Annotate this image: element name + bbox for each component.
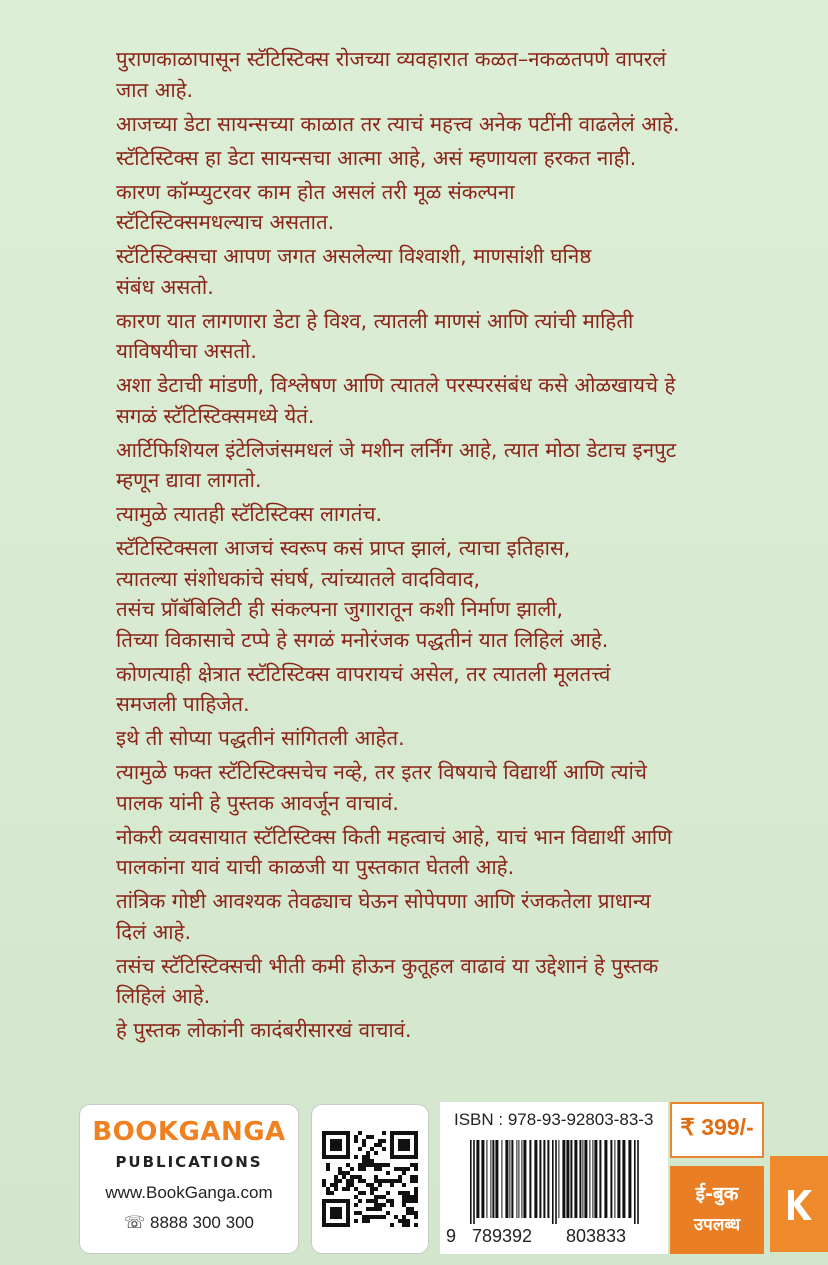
- blurb-line: त्यामुळे फक्त स्टॅटिस्टिक्सचेच नव्हे, तर इतर विषयाचे विद्यार्थी आणि त्यांचे: [116, 760, 647, 784]
- isbn-box: [440, 1102, 668, 1254]
- blurb-paragraph: [116, 306, 776, 367]
- phone-number: 8888 300 300: [149, 1213, 254, 1232]
- publisher-website[interactable]: www.BookGanga.com: [105, 1183, 273, 1202]
- price-value: ₹ 399/-: [680, 1114, 754, 1140]
- blurb-paragraph: [116, 499, 776, 530]
- blurb-paragraph: [116, 143, 776, 174]
- blurb-paragraph: [116, 757, 776, 818]
- blurb-paragraph: [116, 1015, 776, 1046]
- blurb-line: इथे ती सोप्या पद्धतीनं सांगितली आहेत.: [116, 726, 405, 750]
- blurb-line: अशा डेटाची मांडणी, विश्लेषण आणि त्यातले परस्परसंबंध कसे ओळखायचे हे: [116, 373, 676, 397]
- blurb-paragraph: [116, 109, 776, 140]
- spine-k-icon: [784, 1188, 814, 1222]
- blurb-line: स्टॅटिस्टिक्स हा डेटा सायन्सचा आत्मा आहे, असं म्हणायला हरकत नाही.: [116, 145, 637, 170]
- blurb-line: कारण यात लागणारा डेटा हे विश्व, त्यातली माणसं आणि त्यांची माहिती: [116, 308, 634, 333]
- blurb-paragraph: [116, 822, 776, 883]
- spine-logo-mark: [770, 1156, 828, 1252]
- blurb-line: जात आहे.: [116, 77, 194, 102]
- ebook-line1: ई-बुक: [695, 1183, 739, 1205]
- phone-icon: ☏: [124, 1213, 150, 1232]
- blurb-line: संबंध असतो.: [116, 274, 214, 299]
- cover-footer: [0, 1092, 828, 1265]
- blurb-line: स्टॅटिस्टिक्सचा आपण जगत असलेल्या विश्वाशी, माणसांशी घनिष्ठ: [116, 244, 592, 268]
- blurb-paragraph: [116, 533, 776, 655]
- blurb-paragraph: [116, 44, 776, 105]
- blurb-line: समजली पाहिजेत.: [116, 692, 250, 716]
- blurb-line: तसंच प्रॉबॅबिलिटी ही संकल्पना जुगारातून कशी निर्माण झाली,: [116, 597, 564, 621]
- publisher-phone: [80, 1213, 298, 1233]
- blurb-line: पालक यांनी हे पुस्तक आवर्जून वाचावं.: [116, 790, 399, 815]
- ebook-line2: उपलब्ध: [693, 1215, 741, 1235]
- blurb-line: याविषयीचा असतो.: [116, 339, 257, 363]
- blurb-line: तिच्या विकासाचे टप्पे हे सगळं मनोरंजक पद्धतीनं यात लिहिलं आहे.: [116, 627, 609, 652]
- blurb-text: [116, 44, 776, 1049]
- blurb-paragraph: [116, 886, 776, 947]
- qr-code-box: [312, 1105, 428, 1253]
- blurb-line: सगळं स्टॅटिस्टिक्समध्ये येतं.: [116, 403, 315, 428]
- blurb-paragraph: [116, 435, 776, 496]
- blurb-line: हे पुस्तक लोकांनी कादंबरीसारखं वाचावं.: [116, 1018, 412, 1042]
- blurb-paragraph: [116, 177, 776, 238]
- publisher-subtitle: PUBLICATIONS: [115, 1153, 263, 1171]
- blurb-line: स्टॅटिस्टिक्सला आजचं स्वरूप कसं प्राप्त झालं, त्याचा इतिहास,: [116, 536, 571, 560]
- barcode-digit-first: 9: [446, 1226, 457, 1246]
- blurb-paragraph: [116, 241, 776, 302]
- blurb-line: कोणत्याही क्षेत्रात स्टॅटिस्टिक्स वापरायचं असेल, तर त्यातली मूलतत्त्वं: [116, 661, 611, 686]
- blurb-paragraph: [116, 659, 776, 720]
- publisher-box: [80, 1105, 298, 1253]
- blurb-line: आर्टिफिशियल इंटेलिजंसमधलं जे मशीन लर्निंग आहे, त्यात मोठा डेटाच इनपुट: [116, 437, 677, 462]
- publisher-logo: BOOKGANGA: [92, 1117, 286, 1147]
- blurb-line: त्यातल्या संशोधकांचे संघर्ष, त्यांच्यातले वादविवाद,: [116, 566, 481, 591]
- blurb-line: आजच्या डेटा सायन्सच्या काळात तर त्याचं महत्त्व अनेक पटींनी वाढलेलं आहे.: [116, 111, 680, 136]
- blurb-line: पालकांना यावं याची काळजी या पुस्तकात घेतली आहे.: [116, 855, 515, 879]
- blurb-paragraph: [116, 370, 776, 431]
- blurb-line: कारण कॉम्प्युटरवर काम होत असलं तरी मूळ संकल्पना: [116, 179, 515, 204]
- blurb-line: लिहिलं आहे.: [116, 984, 211, 1008]
- blurb-line: म्हणून द्यावा लागतो.: [116, 468, 262, 492]
- blurb-line: स्टॅटिस्टिक्समधल्याच असतात.: [116, 210, 335, 234]
- barcode-digits-left: 789392: [472, 1226, 533, 1246]
- blurb-line: दिलं आहे.: [116, 919, 191, 944]
- qr-code[interactable]: [322, 1115, 418, 1243]
- blurb-line: त्यामुळे त्यातही स्टॅटिस्टिक्स लागतंच.: [116, 502, 382, 526]
- blurb-paragraph: [116, 723, 776, 754]
- ebook-badge: [670, 1166, 764, 1254]
- barcode: [454, 1140, 654, 1224]
- blurb-line: पुराणकाळापासून स्टॅटिस्टिक्स रोजच्या व्यवहारात कळत–नकळतपणे वापरलं: [116, 47, 667, 71]
- price-badge: [670, 1102, 764, 1158]
- blurb-line: तांत्रिक गोष्टी आवश्यक तेवढ्याच घेऊन सोपेपणा आणि रंजकतेला प्राधान्य: [116, 889, 651, 913]
- blurb-paragraph: [116, 951, 776, 1012]
- barcode-digits-right: 803833: [566, 1226, 627, 1246]
- blurb-line: नोकरी व्यवसायात स्टॅटिस्टिक्स किती महत्वाचं आहे, याचं भान विद्यार्थी आणि: [116, 824, 673, 849]
- isbn-label: ISBN : 978-93-92803-83-3: [454, 1110, 654, 1129]
- blurb-line: तसंच स्टॅटिस्टिक्सची भीती कमी होऊन कुतूहल वाढावं या उद्देशानं हे पुस्तक: [116, 953, 659, 978]
